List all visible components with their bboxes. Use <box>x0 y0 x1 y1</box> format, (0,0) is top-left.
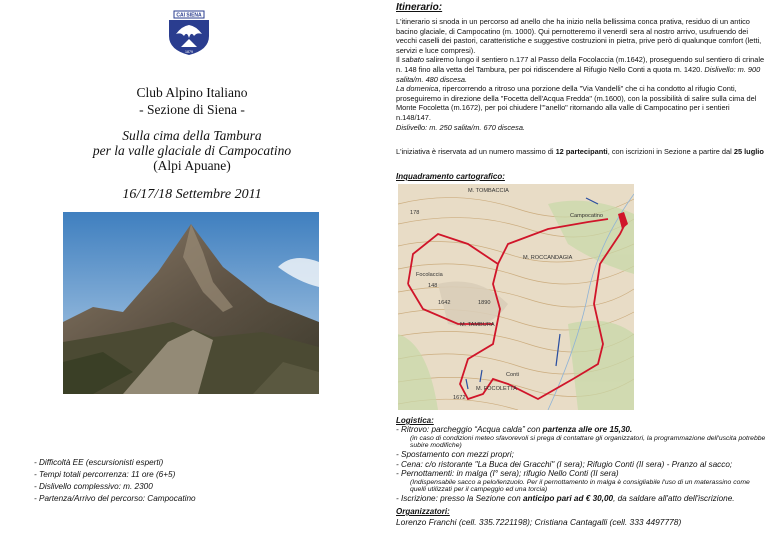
org-section: - Sezione di Siena - <box>139 102 245 117</box>
organizers-title: Organizzatori: <box>396 507 450 516</box>
trip-title-line1: Sulla cima della Tambura <box>122 128 262 143</box>
logistics-registration: - Iscrizione: presso la Sezione con anticipo pari ad € 30,00, da saldare all'atto dell'iscrizione. <box>396 494 735 504</box>
itinerary-saturday: Il sabato saliremo lungo il sentiero n.177 al Passo della Focolaccia (m.1642), proseguendo sul sentiero di crinale n. 148 fino alla vetta del Tambura, per poi ridiscendere al Rifugio Nello Conti a quota m. 1420. Dislivello: m. 900 salita/m. 480 discesa. <box>396 55 765 84</box>
logistics-title: Logistica: <box>396 416 434 425</box>
map-label-148: 148 <box>428 283 438 289</box>
logo-top-text: CAI SIENA <box>176 12 202 19</box>
mountain-photo <box>63 212 319 394</box>
itinerary-text <box>396 17 766 132</box>
map-label-roccandagia: M. ROCCANDAGIA <box>523 255 573 261</box>
logo-bottom-text: 1879 <box>185 50 193 54</box>
fact-time: - Tempi totali percorrenza: 11 ore (6+5) <box>34 470 176 479</box>
logistics-weather-note: (in caso di condizioni meteo sfavorevoli si prega di contattare gli organizzatori, la programmazione dell'uscita potrebbe subire modifiche) <box>410 434 766 450</box>
map-label-1642: 1642 <box>438 300 451 306</box>
map-label-1672: 1672 <box>453 395 466 401</box>
map-label-focoletta: M. FOCOLETTA <box>476 386 517 392</box>
fact-difficulty: - Difficoltà EE (escursionisti esperti) <box>34 458 164 467</box>
map-label-1890: 1890 <box>478 300 491 306</box>
fact-start: - Partenza/Arrivo del percorso: Campocatino <box>34 494 196 503</box>
logistics-lodging: - Pernottamenti: in malga (I° sera); rifugio Nello Conti (II sera) <box>396 469 619 479</box>
trip-facts <box>34 457 196 505</box>
logistics-meeting: - Ritrovo: parcheggio “Acqua calda” con partenza alle ore 15,30. <box>396 425 633 434</box>
right-panel <box>384 0 768 543</box>
trip-dates: 16/17/18 Settembre 2011 <box>122 187 262 202</box>
itinerary-sunday-drop: Dislivello: m. 250 salita/m. 670 discesa. <box>396 122 525 132</box>
map-label-campocatino: Campocatino <box>570 213 603 219</box>
trip-title-line2: per la valle glaciale di Campocatino <box>92 143 292 158</box>
map-label-focolaccia: Focolaccia <box>416 272 443 278</box>
logistics-transport: - Spostamento con mezzi propri; <box>396 450 514 460</box>
topographic-map <box>398 184 634 410</box>
itinerary-intro: L'itinerario si snoda in un percorso ad anello che ha inizio nella bellissima conca prativa, residuo di un antico bacino glaciale, di Campocatino (m. 1000). Qui pernotteremo il venerdì sera al nostro arrivo, usufruendo dei vecchi caselli dei pastori, caratteristiche e suggestive costruzioni in pietra, prive però di qualunque comfort (letti, servizi e luce compresi). <box>396 17 762 55</box>
map-label-conti: Conti <box>506 372 520 378</box>
logistics-meals: - Cena: c/o ristorante "La Buca dei Gracchi" (I sera); Rifugio Conti (II sera) - Pranzo al sacco; <box>396 459 733 469</box>
map-label-178: 178 <box>410 210 420 216</box>
map-title: Inquadramento cartografico: <box>396 172 505 181</box>
org-name: Club Alpino Italiano <box>136 85 248 100</box>
logistics-lodging-note: (Indispensabile sacco a pelo/lenzuolo. Per il pernottamento in malga è consigliabile l'uso di un materassino come quelli utilizzati per il campeggio ed una torcia) <box>410 478 750 494</box>
fact-elevation: - Dislivello complessivo: m. 2300 <box>34 482 153 491</box>
map-label-tombaccia: M. TOMBACCIA <box>468 188 509 194</box>
logistics-text <box>396 425 766 504</box>
map-label-tambura: M. TAMBURA <box>460 322 495 328</box>
itinerary-title: Itinerario: <box>396 2 443 13</box>
trip-subtitle: (Alpi Apuane) <box>153 158 231 173</box>
itinerary-sunday: La domenica, ripercorrendo a ritroso una porzione della "Via Vandelli" che ci ha condotto al rifugio Conti, proseguiremo in direzione della "Focetta dell'Acqua Fredda" (m.1600), con la possibilità di salire sulla cima del Monte Focoletta (m.1672), per poi chiudere l'"anello" ritornando alla valle di Campocatino per i sentieri n.148/147. <box>396 84 757 122</box>
organizers-names: Lorenzo Franchi (cell. 335.7221198); Cristiana Cantagalli (cell. 333 4497778) <box>396 517 682 527</box>
participation-note: L'iniziativa è riservata ad un numero massimo di 12 partecipanti, con iscrizioni in Sezione a partire dal 25 luglio <box>396 147 764 156</box>
cai-siena-logo <box>164 10 214 56</box>
